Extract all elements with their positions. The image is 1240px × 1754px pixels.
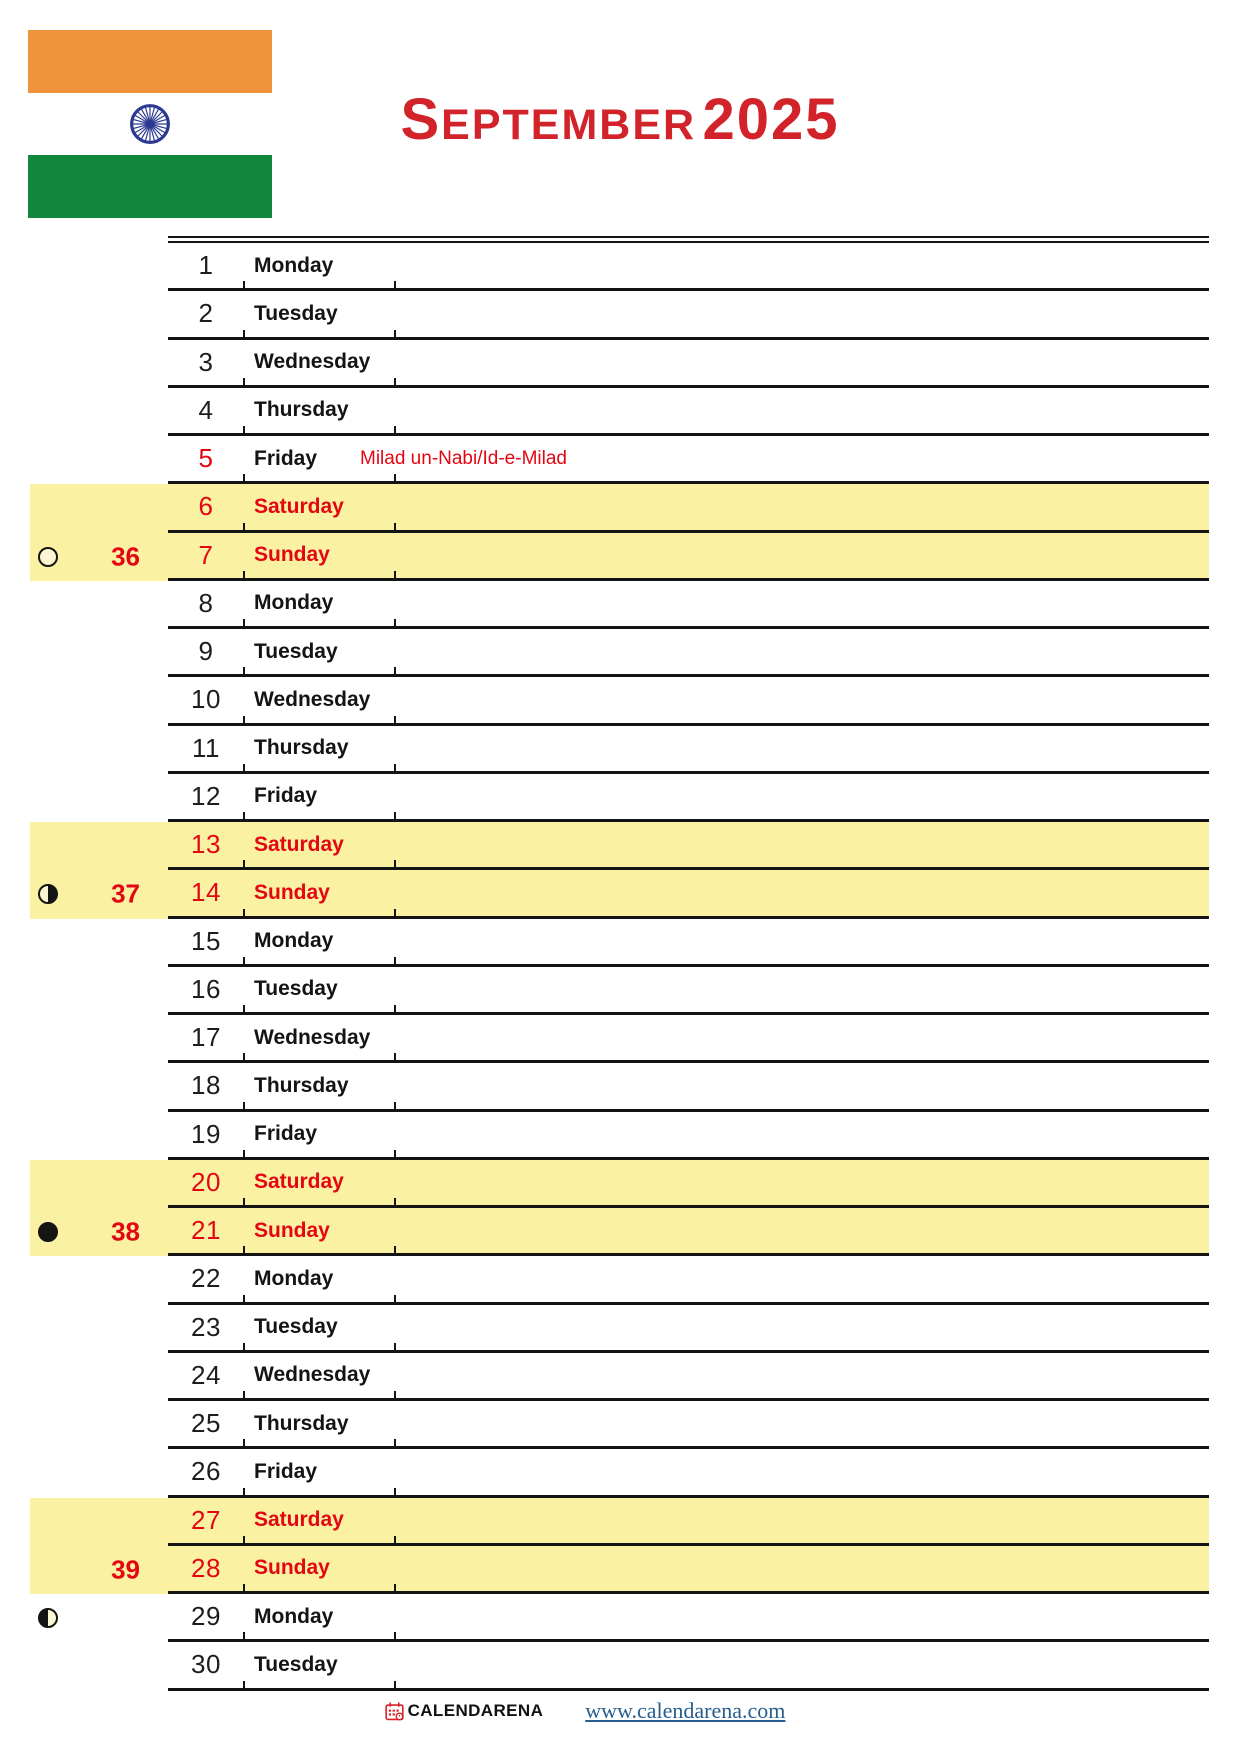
day-notes — [395, 1256, 1209, 1301]
day-name: Monday — [244, 581, 395, 626]
week-gutter — [30, 1160, 168, 1208]
brand-name: CALENDARENA — [407, 1701, 544, 1720]
day-notes — [395, 1594, 1209, 1639]
calendar-row — [30, 726, 1209, 774]
day-number: 1 — [168, 243, 244, 288]
calendar-row — [30, 870, 1209, 918]
day-name: Monday — [244, 1594, 395, 1639]
day-name: Tuesday — [244, 1305, 395, 1350]
full-moon-icon — [38, 547, 58, 567]
day-row-main — [168, 340, 1209, 388]
flag-saffron-stripe — [28, 30, 272, 93]
day-notes — [395, 726, 1209, 771]
day-number: 21 — [168, 1208, 244, 1253]
day-notes — [395, 1498, 1209, 1543]
day-number: 13 — [168, 822, 244, 867]
day-row-main — [168, 533, 1209, 581]
day-notes — [395, 1015, 1209, 1060]
day-notes — [395, 1208, 1209, 1253]
calendar-row — [30, 291, 1209, 339]
week-gutter — [30, 870, 168, 918]
day-number: 8 — [168, 581, 244, 626]
calendar-row — [30, 436, 1209, 484]
day-notes — [395, 870, 1209, 915]
week-gutter — [30, 484, 168, 532]
calendar-row — [30, 1498, 1209, 1546]
day-name: Saturday — [244, 822, 395, 867]
week-gutter — [30, 533, 168, 581]
day-notes — [395, 629, 1209, 674]
week-gutter — [30, 581, 168, 629]
day-number: 29 — [168, 1594, 244, 1639]
day-number: 14 — [168, 870, 244, 915]
week-gutter — [30, 436, 168, 484]
day-name: Wednesday — [244, 1353, 395, 1398]
day-number: 11 — [168, 726, 244, 771]
day-notes — [395, 1160, 1209, 1205]
day-number: 5 — [168, 436, 244, 481]
day-notes — [395, 533, 1209, 578]
calendar-row — [30, 1015, 1209, 1063]
day-row-main — [168, 919, 1209, 967]
day-row-main — [168, 1401, 1209, 1449]
holiday-label: Milad un-Nabi/Id-e-Milad — [360, 447, 567, 469]
calendar-row — [30, 677, 1209, 725]
calendar-row — [30, 1546, 1209, 1594]
day-row-main — [168, 1112, 1209, 1160]
week-gutter — [30, 822, 168, 870]
day-name: Sunday — [244, 1546, 395, 1591]
calendar-table — [30, 236, 1209, 1691]
day-notes — [395, 581, 1209, 626]
brand-logo — [385, 1701, 544, 1721]
day-name: Saturday — [244, 1160, 395, 1205]
last-quarter-moon-icon — [38, 884, 58, 904]
flag-green-stripe — [28, 155, 272, 218]
week-gutter — [30, 1498, 168, 1546]
day-name: Thursday — [244, 726, 395, 771]
day-row-main — [168, 581, 1209, 629]
day-number: 26 — [168, 1449, 244, 1494]
day-notes — [395, 774, 1209, 819]
day-row-main — [168, 629, 1209, 677]
first-quarter-moon-icon — [38, 1608, 58, 1628]
week-gutter — [30, 1256, 168, 1304]
day-name: Tuesday — [244, 629, 395, 674]
week-gutter — [30, 629, 168, 677]
calendar-row — [30, 629, 1209, 677]
day-row-main — [168, 677, 1209, 725]
calendar-row — [30, 822, 1209, 870]
week-gutter — [30, 726, 168, 774]
day-name: Friday — [244, 774, 395, 819]
calendar-row — [30, 1594, 1209, 1642]
day-notes — [395, 1401, 1209, 1446]
title-year: 2025 — [702, 87, 840, 152]
day-name: Thursday — [244, 388, 395, 433]
day-row-main — [168, 243, 1209, 291]
day-notes — [395, 291, 1209, 336]
day-notes — [395, 1305, 1209, 1350]
calendar-row — [30, 340, 1209, 388]
day-notes — [395, 1449, 1209, 1494]
week-gutter — [30, 1449, 168, 1497]
day-name: Saturday — [244, 484, 395, 529]
week-gutter — [30, 774, 168, 822]
day-row-main — [168, 870, 1209, 918]
day-number: 20 — [168, 1160, 244, 1205]
day-name: Sunday — [244, 870, 395, 915]
week-gutter — [30, 243, 168, 291]
day-row-main — [168, 1449, 1209, 1497]
calendar-row — [30, 533, 1209, 581]
calendar-row — [30, 581, 1209, 629]
new-moon-icon — [38, 1222, 58, 1242]
day-number: 17 — [168, 1015, 244, 1060]
day-notes — [395, 1642, 1209, 1687]
calendar-row — [30, 1160, 1209, 1208]
calendar-row — [30, 774, 1209, 822]
week-gutter — [30, 1594, 168, 1642]
day-row-main — [168, 1305, 1209, 1353]
day-row-main — [168, 1594, 1209, 1642]
day-notes — [395, 677, 1209, 722]
day-notes — [395, 1063, 1209, 1108]
calendar-row — [30, 1401, 1209, 1449]
day-notes — [395, 1546, 1209, 1591]
day-number: 19 — [168, 1112, 244, 1157]
day-number: 9 — [168, 629, 244, 674]
day-row-main — [168, 436, 1209, 484]
week-gutter — [30, 1305, 168, 1353]
day-number: 28 — [168, 1546, 244, 1591]
calendar-row — [30, 967, 1209, 1015]
week-gutter — [30, 1353, 168, 1401]
day-name: Friday — [244, 1112, 395, 1157]
day-number: 4 — [168, 388, 244, 433]
day-number: 6 — [168, 484, 244, 529]
calendar-row — [30, 919, 1209, 967]
calendar-row — [30, 1256, 1209, 1304]
calendar-row — [30, 1353, 1209, 1401]
day-name: Wednesday — [244, 1015, 395, 1060]
day-number: 27 — [168, 1498, 244, 1543]
day-name: Thursday — [244, 1401, 395, 1446]
week-gutter — [30, 1546, 168, 1594]
day-row-main — [168, 484, 1209, 532]
day-row-main — [168, 1498, 1209, 1546]
week-number: 39 — [111, 1554, 140, 1585]
day-number: 10 — [168, 677, 244, 722]
calendar-row — [30, 1642, 1209, 1690]
day-name: Wednesday — [244, 677, 395, 722]
day-name: Tuesday — [244, 1642, 395, 1687]
website-link[interactable]: www.calendarena.com — [585, 1698, 786, 1723]
day-name: Tuesday — [244, 967, 395, 1012]
week-number: 38 — [111, 1216, 140, 1247]
day-number: 15 — [168, 919, 244, 964]
day-notes — [395, 967, 1209, 1012]
day-row-main — [168, 1160, 1209, 1208]
week-number: 36 — [111, 541, 140, 572]
day-name: Sunday — [244, 533, 395, 578]
calendar-row — [30, 1208, 1209, 1256]
day-name: Tuesday — [244, 291, 395, 336]
india-flag — [28, 30, 272, 218]
week-gutter — [30, 1401, 168, 1449]
day-name: Monday — [244, 1256, 395, 1301]
week-gutter — [30, 388, 168, 436]
week-gutter — [30, 1063, 168, 1111]
day-row-main — [168, 1208, 1209, 1256]
week-gutter — [30, 291, 168, 339]
calendar-rows — [30, 243, 1209, 1691]
day-row-main — [168, 1642, 1209, 1690]
table-top-rule — [168, 236, 1209, 243]
day-number: 25 — [168, 1401, 244, 1446]
day-notes — [395, 1112, 1209, 1157]
day-row-main — [168, 1546, 1209, 1594]
day-name: Wednesday — [244, 340, 395, 385]
footer — [0, 1698, 1170, 1724]
week-gutter — [30, 1015, 168, 1063]
day-name: Friday — [244, 1449, 395, 1494]
calendar-row — [30, 243, 1209, 291]
day-number: 18 — [168, 1063, 244, 1108]
calendar-row — [30, 388, 1209, 436]
day-number: 30 — [168, 1642, 244, 1687]
day-number: 7 — [168, 533, 244, 578]
day-name: Saturday — [244, 1498, 395, 1543]
day-number: 23 — [168, 1305, 244, 1350]
day-notes — [395, 484, 1209, 529]
week-gutter — [30, 1112, 168, 1160]
day-number: 12 — [168, 774, 244, 819]
week-number: 37 — [111, 878, 140, 909]
day-notes — [395, 340, 1209, 385]
day-notes — [395, 919, 1209, 964]
week-gutter — [30, 1642, 168, 1690]
day-number: 2 — [168, 291, 244, 336]
day-row-main — [168, 1256, 1209, 1304]
day-number: 22 — [168, 1256, 244, 1301]
week-gutter — [30, 677, 168, 725]
day-number: 24 — [168, 1353, 244, 1398]
day-notes — [395, 822, 1209, 867]
day-row-main — [168, 774, 1209, 822]
day-notes — [395, 388, 1209, 433]
day-name: Friday — [244, 436, 395, 481]
day-row-main — [168, 291, 1209, 339]
calendar-icon — [385, 1702, 404, 1721]
week-gutter — [30, 919, 168, 967]
calendar-row — [30, 1063, 1209, 1111]
calendar-row — [30, 1112, 1209, 1160]
day-notes — [395, 1353, 1209, 1398]
day-row-main — [168, 726, 1209, 774]
day-name: Sunday — [244, 1208, 395, 1253]
day-number: 3 — [168, 340, 244, 385]
day-number: 16 — [168, 967, 244, 1012]
week-gutter — [30, 1208, 168, 1256]
week-gutter — [30, 340, 168, 388]
day-name: Thursday — [244, 1063, 395, 1108]
title-month-rest: EPTEMBER — [441, 101, 697, 149]
day-name: Monday — [244, 243, 395, 288]
day-row-main — [168, 1015, 1209, 1063]
week-gutter — [30, 967, 168, 1015]
calendar-row — [30, 1305, 1209, 1353]
title-month-initial: S — [400, 87, 442, 152]
day-row-main — [168, 388, 1209, 436]
calendar-row — [30, 484, 1209, 532]
page-title — [280, 78, 960, 162]
day-row-main — [168, 822, 1209, 870]
day-row-main — [168, 1063, 1209, 1111]
calendar-row — [30, 1449, 1209, 1497]
day-row-main — [168, 967, 1209, 1015]
day-name: Monday — [244, 919, 395, 964]
day-notes — [395, 243, 1209, 288]
ashoka-chakra-icon — [128, 102, 172, 146]
day-row-main — [168, 1353, 1209, 1401]
